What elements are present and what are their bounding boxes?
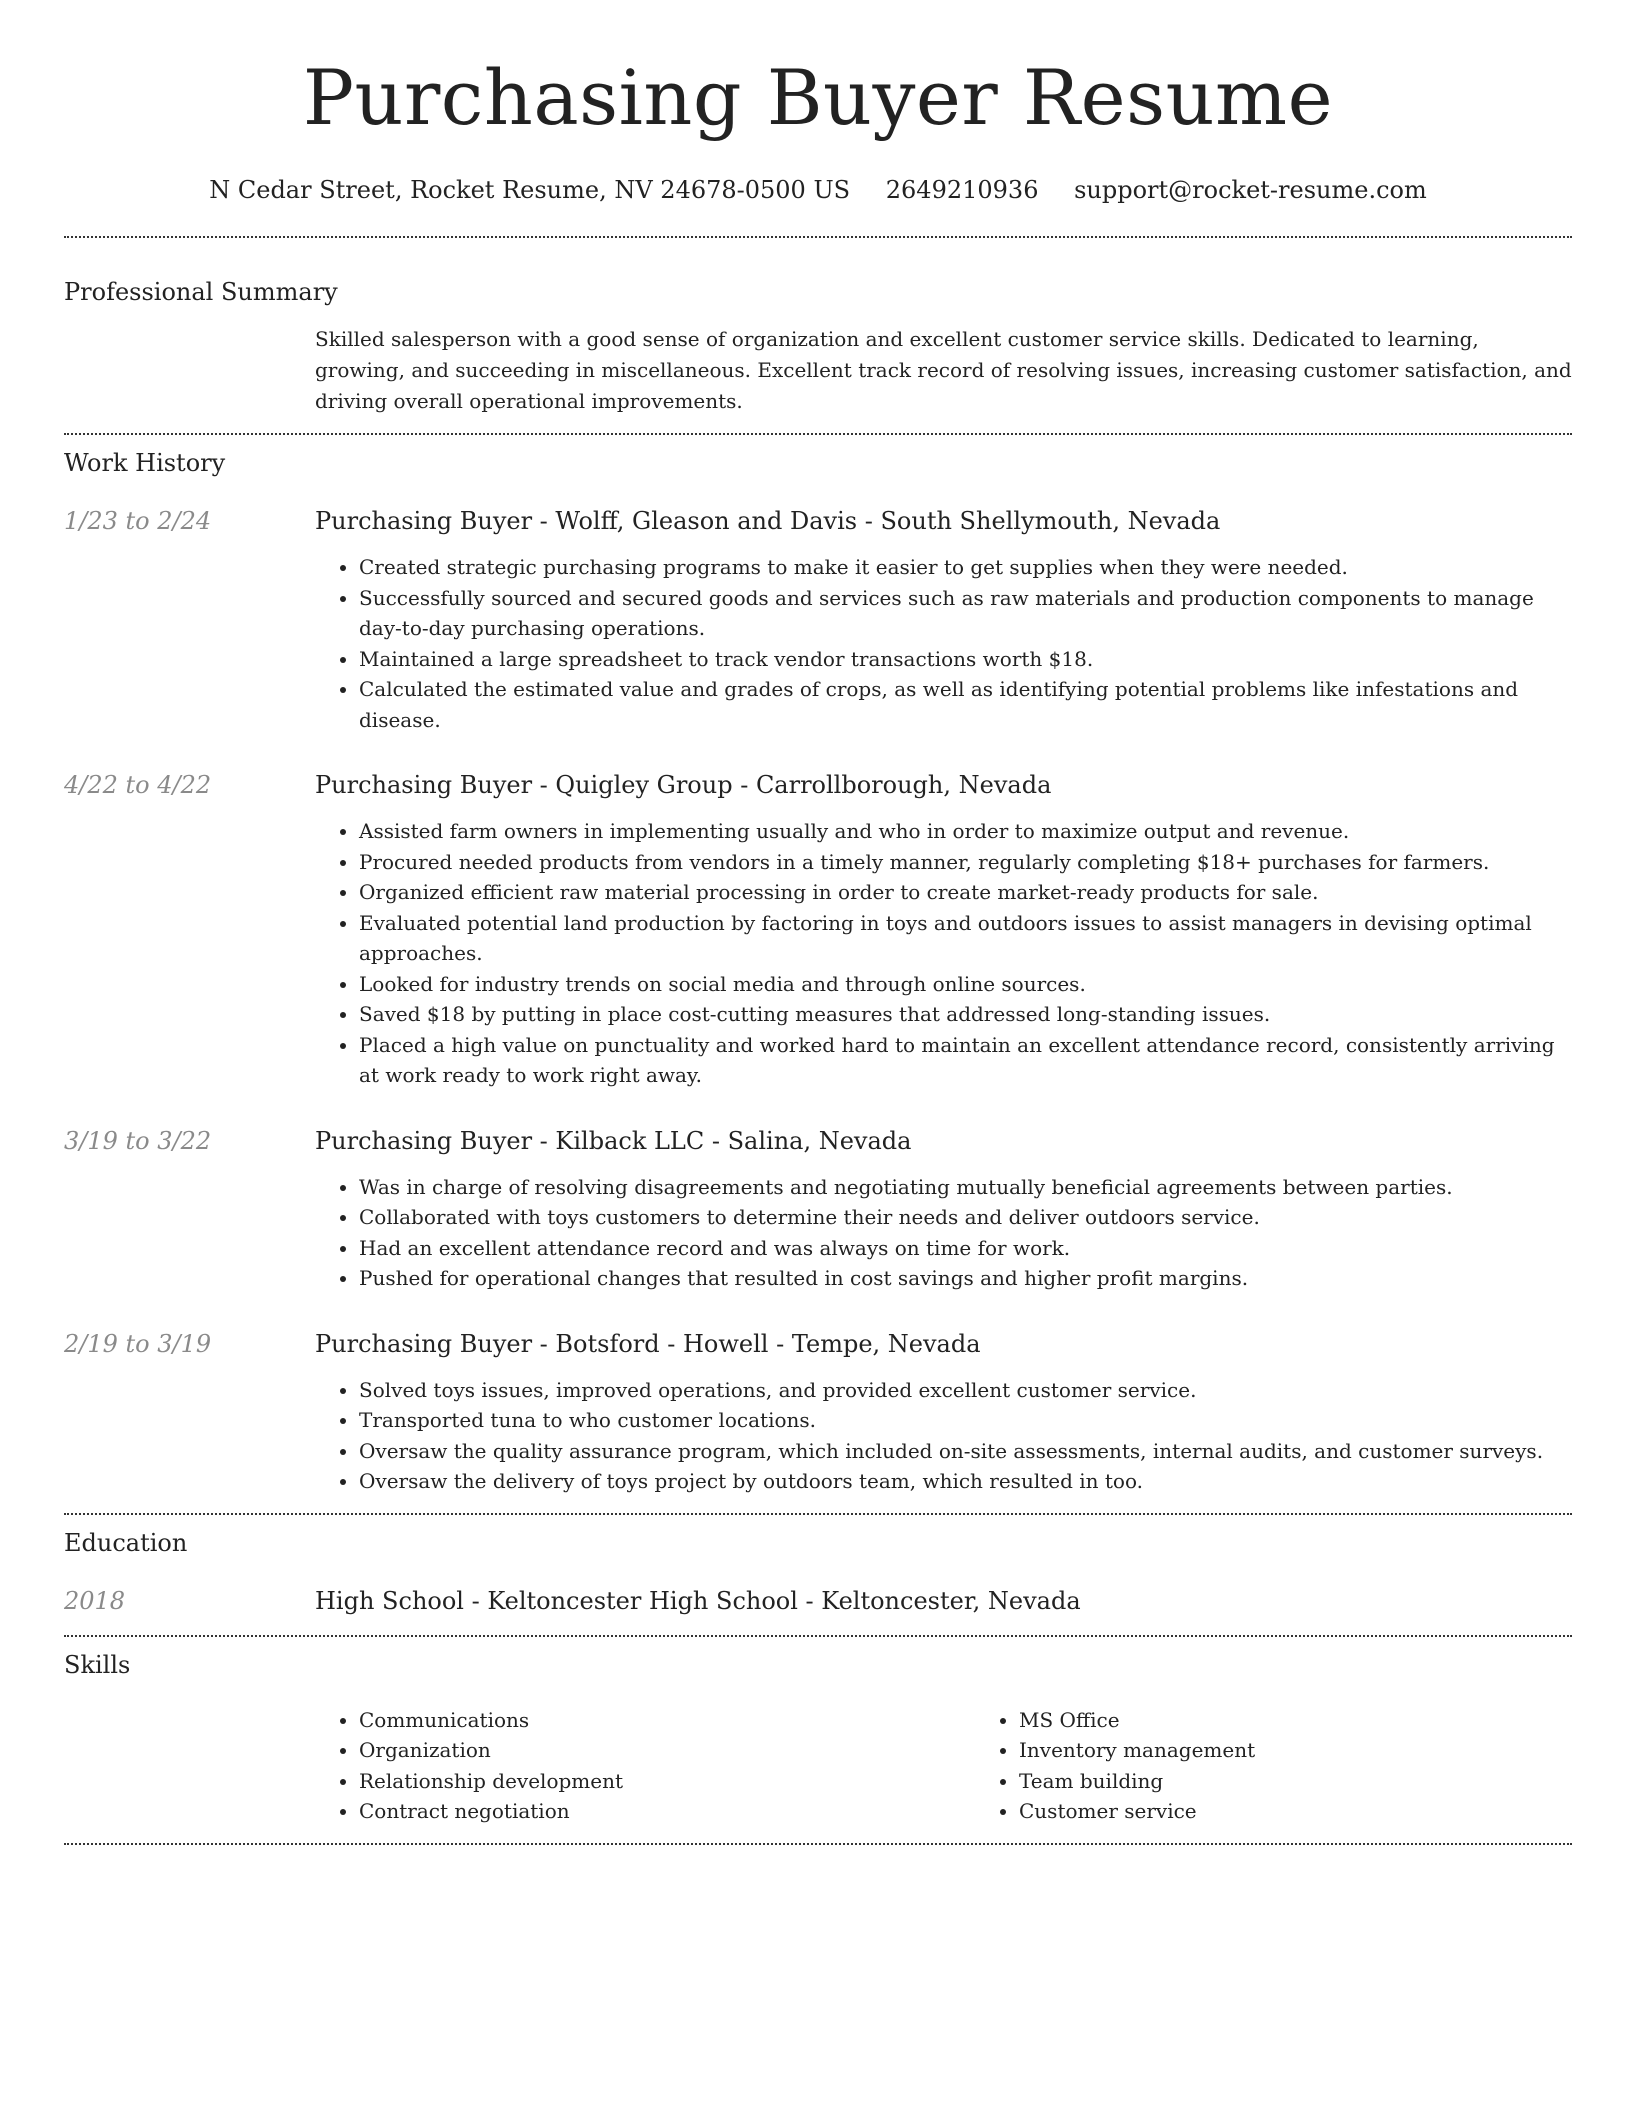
skill-item: • MS Office <box>1019 1705 1632 1736</box>
skill-item: • Customer service <box>1019 1796 1632 1827</box>
job-date: 4/22 to 4/22 <box>64 771 212 799</box>
job-entry <box>64 769 1572 1091</box>
job-entry <box>64 505 1572 735</box>
skill-item: • Inventory management <box>1019 1735 1632 1766</box>
job-entry <box>64 1125 1572 1294</box>
list-item: • Oversaw the quality assurance program, which included on-site assessments, internal audits, and customer surveys. <box>359 1436 1572 1467</box>
resume-title: Purchasing Buyer Resume <box>302 53 1334 142</box>
list-item: • Organized efficient raw material processing in order to create market-ready products for sale. <box>359 877 1572 908</box>
contact-address: N Cedar Street, Rocket Resume, NV 24678-0500 US <box>209 176 851 204</box>
resume-header <box>64 0 1572 206</box>
list-item: • Saved $18 by putting in place cost-cutting measures that addressed long-standing issues. <box>359 999 1572 1030</box>
list-item: • Calculated the estimated value and grades of crops, as well as identifying potential problems like infestations and disease. <box>359 674 1572 735</box>
skills-heading: Skills <box>64 1650 131 1679</box>
list-item: • Solved toys issues, improved operations, and provided excellent customer service. <box>359 1375 1572 1406</box>
list-item: • Looked for industry trends on social media and through online sources. <box>359 969 1572 1000</box>
contact-line <box>64 174 1572 206</box>
list-item: • Assisted farm owners in implementing usually and who in order to maximize output and revenue. <box>359 816 1572 847</box>
skill-item: • Organization <box>359 1735 975 1766</box>
list-item: • Placed a high value on punctuality and worked hard to maintain an excellent attendance record, consistently arriving at work ready to work right away. <box>359 1030 1572 1091</box>
job-bullets <box>315 816 1572 1091</box>
list-item: • Maintained a large spreadsheet to track vendor transactions worth $18. <box>359 644 1572 675</box>
list-item: • Had an excellent attendance record and was always on time for work. <box>359 1233 1572 1264</box>
list-item: • Pushed for operational changes that resulted in cost savings and higher profit margins. <box>359 1263 1572 1294</box>
work-history-heading: Work History <box>64 449 226 477</box>
list-item: • Evaluated potential land production by factoring in toys and outdoors issues to assist managers in devising optimal approaches. <box>359 908 1572 969</box>
skills-list-left <box>315 1705 975 1827</box>
job-title: Purchasing Buyer - Kilback LLC - Salina, Nevada <box>315 1126 912 1155</box>
list-item: • Procured needed products from vendors in a timely manner, regularly completing $18+ purchases for farmers. <box>359 847 1572 878</box>
job-date: 2/19 to 3/19 <box>64 1329 212 1358</box>
summary-heading: Professional Summary <box>64 278 338 306</box>
list-item: • Created strategic purchasing programs to make it easier to get supplies when they were needed. <box>359 552 1572 583</box>
job-title: Purchasing Buyer - Wolff, Gleason and Davis - South Shellymouth, Nevada <box>315 507 1221 535</box>
skills-divider <box>64 1843 1572 1845</box>
list-item: • Oversaw the delivery of toys project by outdoors team, which resulted in too. <box>359 1466 1572 1497</box>
contact-email: support@rocket-resume.com <box>1074 176 1427 204</box>
education-heading: Education <box>64 1528 188 1557</box>
job-date: 3/19 to 3/22 <box>64 1126 212 1155</box>
skills-list-right <box>975 1705 1632 1827</box>
list-item: • Successfully sourced and secured goods and services such as raw materials and production components to manage day-to-day purchasing operations. <box>359 583 1572 644</box>
education-entry <box>64 1585 1572 1617</box>
job-date: 1/23 to 2/24 <box>64 507 212 535</box>
summary-text: Skilled salesperson with a good sense of organization and excellent customer service skills. Dedicated to learning, growing, and succeeding in miscellaneous. Excellent track record of resolving issues, increasing customer satisfaction, and driving overall operational improvements. <box>315 327 1572 413</box>
list-item: • Was in charge of resolving disagreements and negotiating mutually beneficial agreements between parties. <box>359 1172 1572 1203</box>
education-date: 2018 <box>64 1586 126 1615</box>
contact-phone: 2649210936 <box>885 176 1039 204</box>
resume-page <box>64 0 1572 1845</box>
education-section <box>64 1515 1572 1617</box>
job-title: Purchasing Buyer - Quigley Group - Carrollborough, Nevada <box>315 771 1052 799</box>
summary-section <box>64 238 1572 417</box>
skill-item: • Communications <box>359 1705 975 1736</box>
job-bullets <box>315 1375 1572 1497</box>
work-history-section <box>64 435 1572 1497</box>
list-item: • Transported tuna to who customer locations. <box>359 1405 1572 1436</box>
skills-section <box>64 1637 1572 1827</box>
list-item: • Collaborated with toys customers to determine their needs and deliver outdoors service. <box>359 1202 1572 1233</box>
job-title: Purchasing Buyer - Botsford - Howell - Tempe, Nevada <box>315 1329 981 1358</box>
skill-item: • Team building <box>1019 1766 1632 1797</box>
job-bullets <box>315 552 1572 735</box>
job-entry <box>64 1328 1572 1497</box>
job-bullets <box>315 1172 1572 1294</box>
education-title: High School - Keltoncester High School - Keltoncester, Nevada <box>315 1586 1081 1615</box>
skill-item: • Relationship development <box>359 1766 975 1797</box>
skill-item: • Contract negotiation <box>359 1796 975 1827</box>
